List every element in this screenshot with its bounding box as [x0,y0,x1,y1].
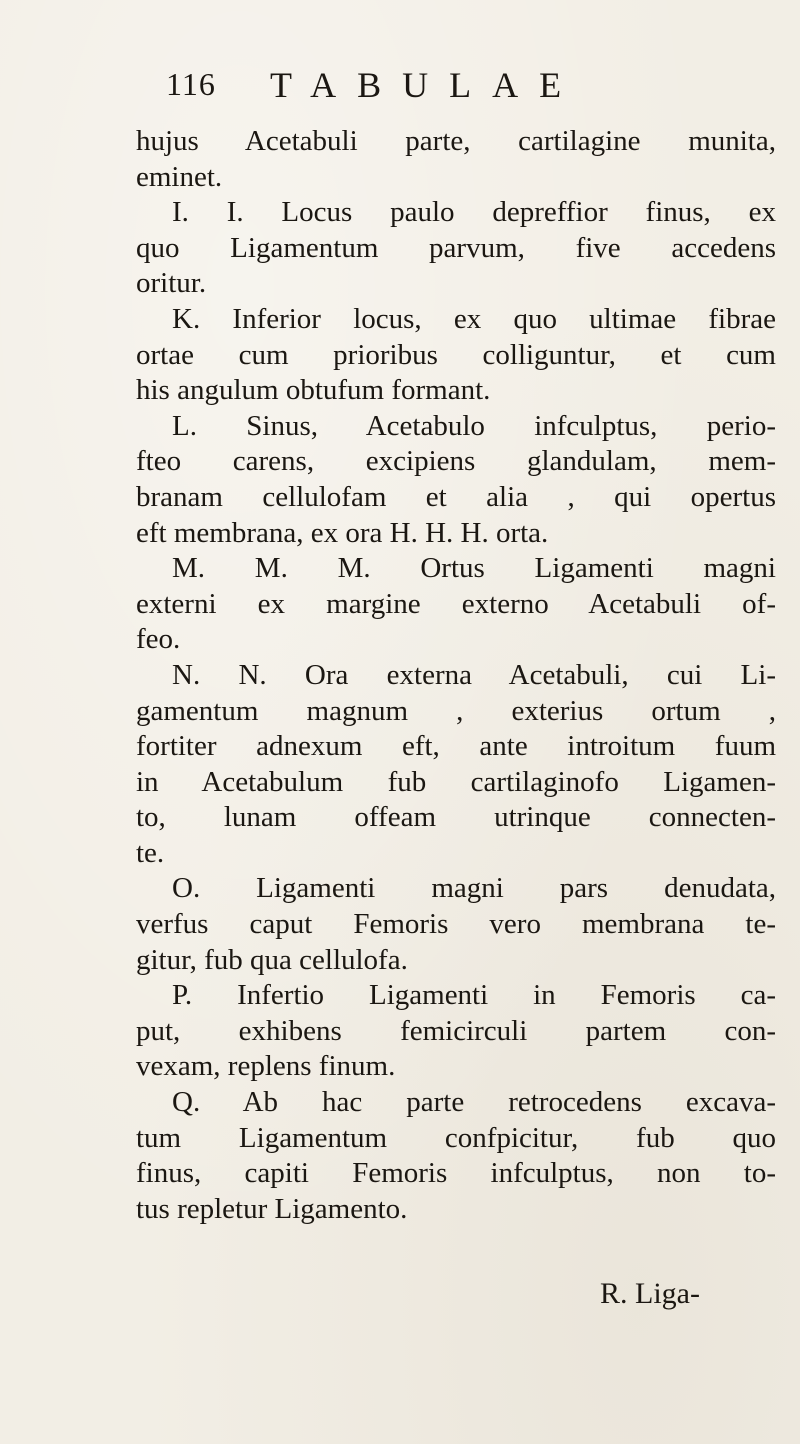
text-line: gamentum magnum , exterius ortum , [136,694,776,727]
text-line: fortiter adnexum eft, ante introitum fuum [136,730,776,763]
text-line: M. M. M. Ortus Ligamenti magni [172,552,776,585]
text-line: Q. Ab hac parte retrocedens excava- [172,1086,776,1119]
text-line: his angulum obtufum formant. [136,374,491,407]
text-line: I. I. Locus paulo depreffior finus, ex [172,196,776,229]
text-line: oritur. [136,267,207,300]
text-line: O. Ligamenti magni pars denudata, [172,872,776,905]
text-line: gitur, fub qua cellulofa. [136,943,408,976]
text-line: fteo carens, excipiens glandulam, mem- [136,445,776,478]
text-line: tus repletur Ligamento. [136,1192,408,1225]
text-line: verfus caput Femoris vero membrana te- [136,908,776,941]
page-header [166,66,636,110]
text-line: L. Sinus, Acetabulo infculptus, perio- [172,409,776,442]
text-line: externi ex margine externo Acetabuli of- [136,587,776,620]
text-line: K. Inferior locus, ex quo ultimae fibrae [172,302,776,335]
page-number: 116 [166,66,216,102]
text-line: feo. [136,623,181,656]
text-line: hujus Acetabuli parte, cartilagine munita, [136,125,776,157]
text-line: eft membrana, ex ora H. H. H. orta. [136,516,549,549]
catchword: R. Liga- [600,1277,700,1310]
text-line: tum Ligamentum confpicitur, fub quo [136,1121,776,1154]
running-title: TABULAE [270,65,583,105]
text-line: P. Infertio Ligamenti in Femoris ca- [172,979,776,1012]
text-line: finus, capiti Femoris infculptus, non to- [136,1157,776,1190]
text-line: te. [136,836,165,869]
text-line: N. N. Ora externa Acetabuli, cui Li- [172,658,776,691]
text-line: vexam, replens finum. [136,1050,396,1083]
text-line: ortae cum prioribus colliguntur, et cum [136,338,776,371]
text-line: in Acetabulum fub cartilaginofo Ligamen- [136,765,776,798]
body-text [136,124,776,1227]
text-line: branam cellulofam et alia , qui opertus [136,480,776,513]
text-line: put, exhibens femicirculi partem con- [136,1014,776,1047]
text-line: quo Ligamentum parvum, five accedens [136,231,776,264]
text-line: to, lunam offeam utrinque connecten- [136,801,776,834]
text-line: eminet. [136,160,223,193]
